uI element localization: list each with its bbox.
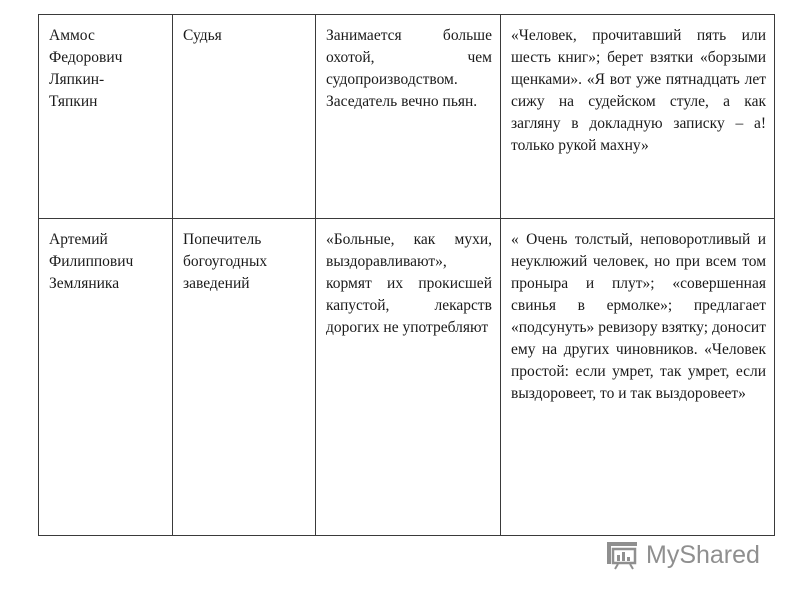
character-quote-cell <box>501 15 775 219</box>
character-name-line: Филиппович <box>49 253 134 270</box>
character-quote-cell <box>501 219 775 536</box>
character-name-line: Тяпкин <box>49 93 98 110</box>
table-row <box>39 219 775 536</box>
character-name-line: Ляпкин- <box>49 71 105 88</box>
character-name-line: Федорович <box>49 49 123 66</box>
character-quote: «Человек, прочитавший пять или шесть книг»; берет взятки «борзыми щенками». «Я вот уже пятнадцать лет сижу на судейском стуле, а как загляну в докладную записку – а! только рукой махну» <box>511 27 766 154</box>
character-description-cell <box>316 15 501 219</box>
presentation-board-icon <box>606 540 640 570</box>
character-table <box>38 14 775 536</box>
character-name-cell <box>39 219 173 536</box>
character-role: Судья <box>183 27 222 44</box>
character-description: Занимается больше охотой, чем судопроизводством. Заседатель вечно пьян. <box>326 27 492 110</box>
character-name-line: Артемий <box>49 231 108 248</box>
character-quote: « Очень толстый, неповоротливый и неуклюжий человек, но при всем том проныра и плут»; «совершенная свинья в ермолке»; предлагает «подсунуть» ревизору взятку; доносит ему на других чиновников. «Человек простой: если умрет, так умрет, если выздоровеет, то и так выздоровеет» <box>511 231 766 402</box>
myshared-watermark <box>606 537 760 573</box>
character-description: «Больные, как мухи, выздоравливают», кормят их прокисшей капустой, лекарств дорогих не употребляют <box>326 231 492 336</box>
character-name-line: Аммос <box>49 27 95 44</box>
character-name-line: Земляника <box>49 275 120 292</box>
character-role-cell <box>173 219 316 536</box>
character-role: Попечитель богоугодных заведений <box>183 231 268 292</box>
character-description-cell <box>316 219 501 536</box>
table-row <box>39 15 775 219</box>
character-role-cell <box>173 15 316 219</box>
watermark-text: MyShared <box>646 540 760 569</box>
character-name-cell <box>39 15 173 219</box>
